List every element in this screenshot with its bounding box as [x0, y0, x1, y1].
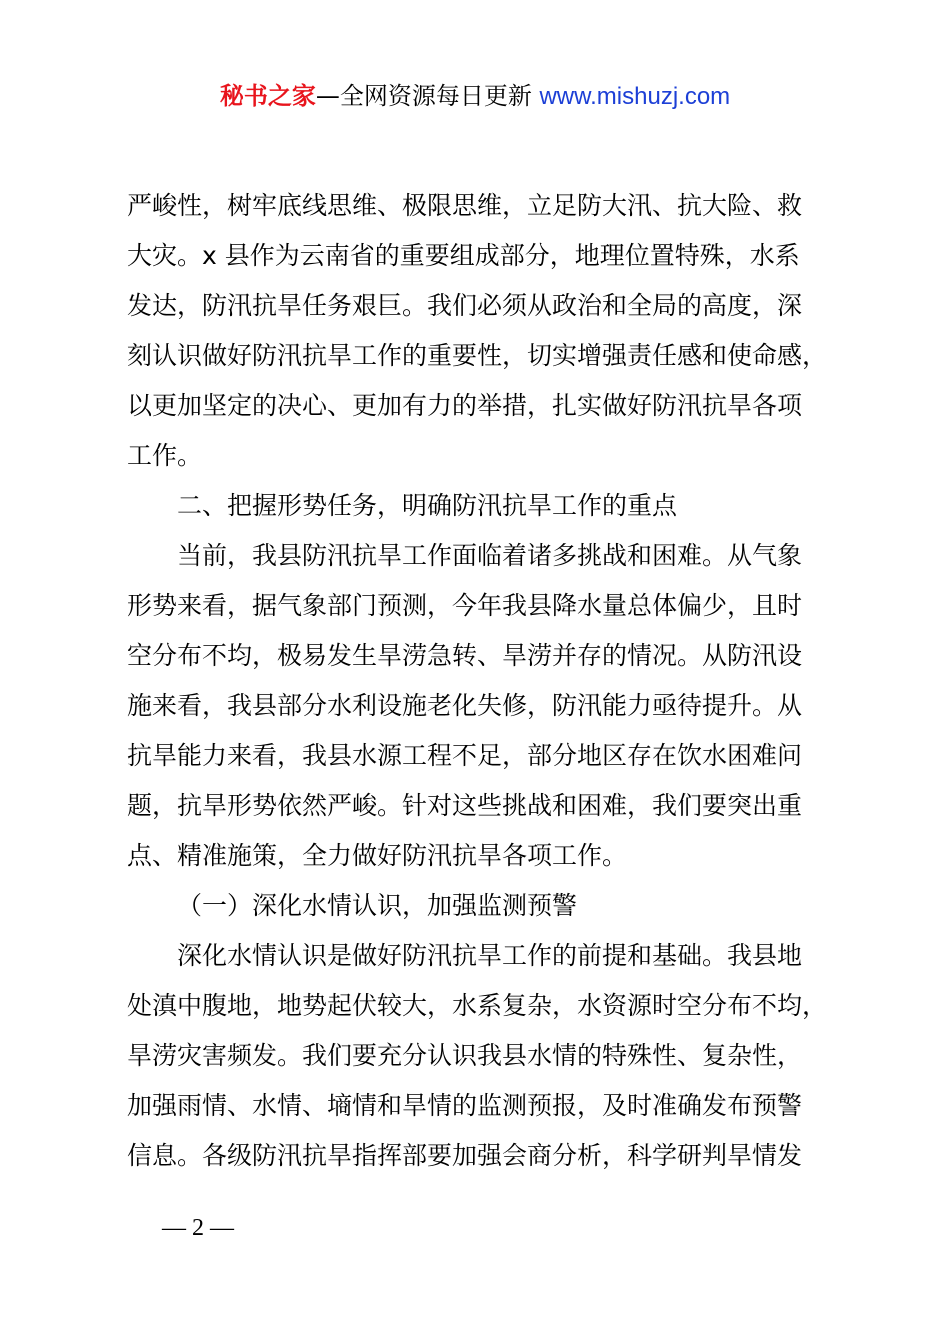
text-line: 以更加坚定的决心、更加有力的举措，扎实做好防汛抗旱各项: [127, 391, 803, 420]
text-line: 严峻性，树牢底线思维、极限思维，立足防大汛、抗大险、救: [127, 191, 803, 220]
text-line: 大灾。x 县作为云南省的重要组成部分，地理位置特殊，水系: [127, 241, 800, 270]
header-slogan: 全网资源每日更新: [339, 82, 532, 110]
page-number: — 2 —: [162, 1215, 234, 1241]
site-header: [0, 80, 950, 113]
text-line: 加强雨情、水情、墒情和旱情的监测预报，及时准确发布预警: [127, 1091, 803, 1120]
subsection-heading: （一）深化水情认识，加强监测预警: [177, 891, 578, 920]
text-line: 当前，我县防汛抗旱工作面临着诸多挑战和困难。从气象: [177, 541, 803, 570]
text-line: 施来看，我县部分水利设施老化失修，防汛能力亟待提升。从: [127, 691, 803, 720]
text-line: 处滇中腹地，地势起伏较大，水系复杂，水资源时空分布不均，: [127, 991, 828, 1020]
site-url-link[interactable]: www.mishuzj.com: [539, 83, 731, 110]
text-line: 信息。各级防汛抗旱指挥部要加强会商分析，科学研判旱情发: [127, 1141, 803, 1170]
text-line: 形势来看，据气象部门预测，今年我县降水量总体偏少，且时: [127, 591, 803, 620]
text-line: 抗旱能力来看，我县水源工程不足，部分地区存在饮水困难问: [127, 741, 803, 770]
text-line: 旱涝灾害频发。我们要充分认识我县水情的特殊性、复杂性，: [127, 1041, 803, 1070]
document-body: [127, 181, 835, 1181]
text-line: 题，抗旱形势依然严峻。针对这些挑战和困难，我们要突出重: [127, 791, 803, 820]
text-line: 发达，防汛抗旱任务艰巨。我们必须从政治和全局的高度，深: [127, 291, 803, 320]
text-line: 刻认识做好防汛抗旱工作的重要性，切实增强责任感和使命感，: [127, 341, 828, 370]
header-separator: —: [315, 82, 340, 110]
section-heading: 二、把握形势任务，明确防汛抗旱工作的重点: [177, 491, 678, 520]
text-line: 深化水情认识是做好防汛抗旱工作的前提和基础。我县地: [177, 941, 803, 970]
text-line: 空分布不均，极易发生旱涝急转、旱涝并存的情况。从防汛设: [127, 641, 803, 670]
text-line: 工作。: [127, 441, 203, 470]
text-line: 点、精准施策，全力做好防汛抗旱各项工作。: [127, 841, 628, 870]
brand-name: 秘书之家: [219, 82, 316, 110]
